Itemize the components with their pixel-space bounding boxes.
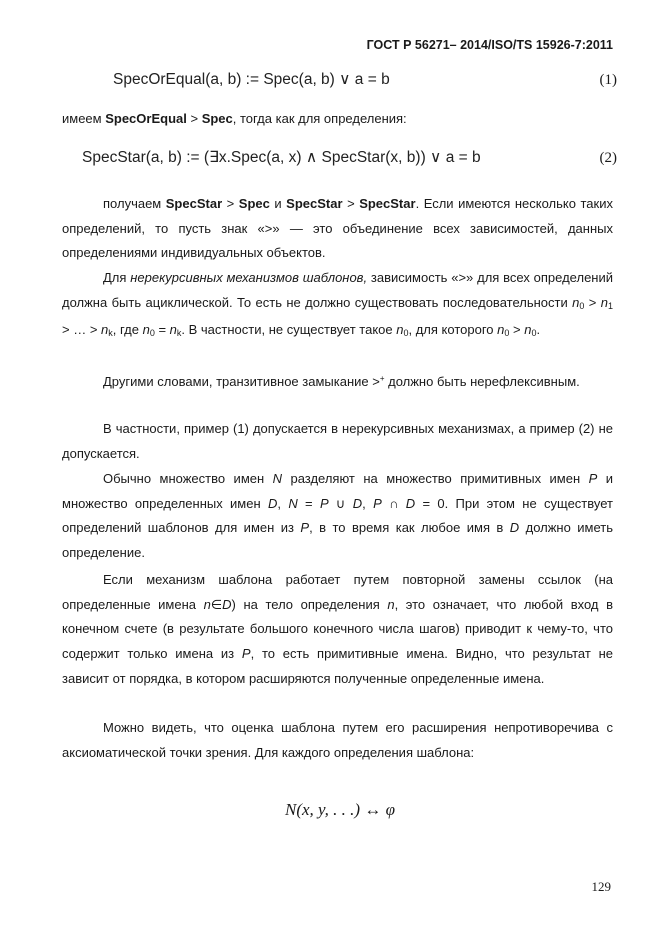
paragraph-nonrecursive: Для нерекурсивных механизмов шаблонов, зависимость «>» для всех определений должна быть ациклической. То есть не должно существовать последовательности $n_0 > n_1$ > … > $n_k$, где $n_0 = n_k$. В частности, не существует такое $n_0$, для которого $n_0 > n_0$. xyxy=(62,270,613,339)
page-number: 129 xyxy=(591,879,611,894)
paragraph-intro: имеем SpecOrEqual > Spec, тогда как для определения: xyxy=(62,111,407,126)
paragraph-mechanism: Если механизм шаблона работает путем повторной замены ссылок (на определенные имена n∈D) на тело определения n, это означает, что любой вход в конечном счете (в результате большого конечного числа шагов) приводит к чему-то, что содержит только имена из P, то есть примитивные имена. Видно, что результат не зависит от порядка, в котором расширяются полученные определенные имена. xyxy=(62,572,613,686)
paragraph-consistency: Можно видеть, что оценка шаблона путем его расширения непротиворечива с аксиоматической точки зрения. Для каждого определения шаблона: xyxy=(62,720,613,760)
paragraph-specstar: получаем SpecStar > Spec и SpecStar > SpecStar. Если имеются несколько таких определений, то пусть знак «>» — это объединение всех зависимостей, данных определениями индивидуальных объектов. xyxy=(62,196,613,261)
document-header: ГОСТ Р 56271– 2014/ISO/TS 15926-7:2011 xyxy=(366,38,613,52)
formula-1: SpecOrEqual(a, b) := Spec(a, b) ∨ a = b xyxy=(113,71,390,88)
formula-1-number: (1) xyxy=(599,72,617,88)
paragraph-examples: В частности, пример (1) допускается в нерекурсивных механизмах, а пример (2) не допускается. xyxy=(62,421,613,461)
paragraph-names: Обычно множество имен N разделяют на множество примитивных имен P и множество определенных имен D, N = P ∪ D, P ∩ D = 0. При этом не существует определений шаблонов для имен из P, в то время как любое имя в D должно иметь определение. xyxy=(62,471,613,561)
formula-2: SpecStar(a, b) := (∃x.Spec(a, x) ∧ SpecStar(x, b)) ∨ a = b xyxy=(82,149,481,166)
paragraph-transitive: Другими словами, транзитивное замыкание >+ должно быть нерефлексивным. xyxy=(103,374,580,389)
formula-3: N(x, y, . . .) ↔ φ xyxy=(285,800,395,819)
formula-2-number: (2) xyxy=(599,150,617,166)
